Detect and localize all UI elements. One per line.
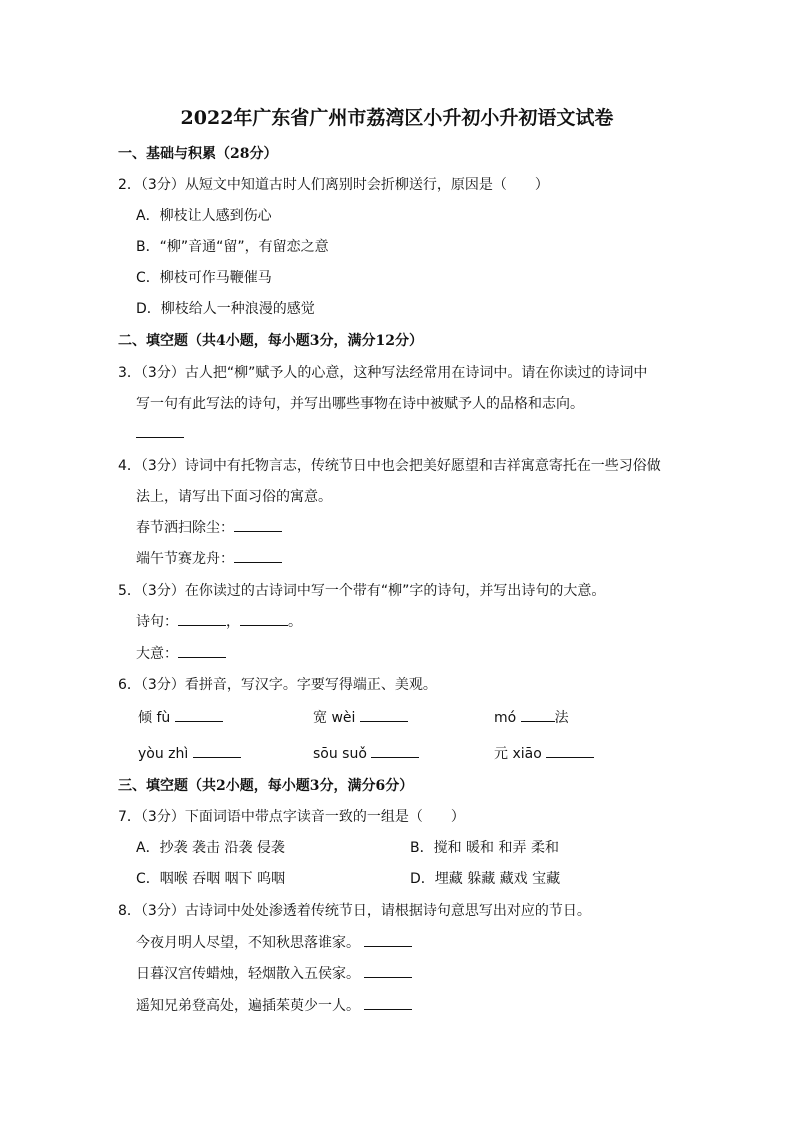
- pinyin-item-4: yòu zhì: [138, 745, 241, 763]
- question-8-line-2: 日暮汉宫传蜡烛，轻烟散入五侯家。: [136, 965, 412, 983]
- question-7-option-b: B．搅和 暖和 和弄 柔和: [410, 840, 559, 856]
- question-7-option-a: A．抄袭 袭击 沿袭 侵袭: [136, 840, 285, 856]
- question-4-line-1: 4．（3分）诗词中有托物言志，传统节日中也会把美好愿望和吉祥寓意寄托在一些习俗做: [118, 458, 661, 474]
- question-5-meaning-line: 大意：: [136, 645, 226, 663]
- question-4-item-b: 端午节赛龙舟：: [136, 550, 282, 568]
- question-4-line-2: 法上，请写出下面习俗的寓意。: [136, 489, 332, 505]
- question-4-item-a: 春节洒扫除尘：: [136, 519, 282, 537]
- question-2-option-a: A．柳枝让人感到伤心: [136, 208, 272, 224]
- question-2-option-b: B．“柳”音通“留”，有留恋之意: [136, 239, 329, 255]
- pinyin-item-2: 宽 wèi: [313, 709, 408, 727]
- section-heading-2: 二、填空题（共4小题，每小题3分，满分12分）: [118, 333, 423, 349]
- question-2-option-c: C．柳枝可作马鞭催马: [136, 270, 272, 286]
- question-5-stem: 5．（3分）在你读过的古诗词中写一个带有“柳”字的诗句，并写出诗句的大意。: [118, 583, 606, 599]
- question-6-stem: 6．（3分）看拼音，写汉字。字要写得端正、美观。: [118, 677, 437, 693]
- question-3-line-2: 写一句有此写法的诗句，并写出哪些事物在诗中被赋予人的品格和志向。: [136, 396, 584, 412]
- section-heading-3: 三、填空题（共2小题，每小题3分，满分6分）: [118, 778, 414, 794]
- question-3-answer-blank: [136, 425, 184, 443]
- question-7-option-c: C．咽喉 吞咽 咽下 呜咽: [136, 871, 286, 887]
- pinyin-item-5: sōu suǒ: [313, 745, 419, 763]
- question-8-stem: 8．（3分）古诗词中处处渗透着传统节日，请根据诗句意思写出对应的节日。: [118, 903, 591, 919]
- question-7-option-d: D．埋藏 躲藏 藏戏 宝藏: [410, 871, 561, 887]
- pinyin-item-3: mó 法: [494, 710, 569, 726]
- question-8-line-3: 遥知兄弟登高处，遍插茱萸少一人。: [136, 997, 412, 1015]
- question-3-line-1: 3．（3分）古人把“柳”赋予人的心意，这种写法经常用在诗词中。请在你读过的诗词中: [118, 365, 648, 381]
- section-heading-1: 一、基础与积累（28分）: [118, 146, 278, 162]
- question-7-stem: 7．（3分）下面词语中带点字读音一致的一组是（ ）: [118, 809, 465, 825]
- pinyin-item-6: 元 xiāo: [494, 745, 594, 763]
- pinyin-item-1: 倾 fù: [138, 709, 223, 727]
- question-2-stem: 2．（3分）从短文中知道古时人们离别时会折柳送行，原因是（ ）: [118, 177, 549, 193]
- question-2-option-d: D．柳枝给人一种浪漫的感觉: [136, 301, 315, 317]
- question-5-poem-line: 诗句： ， 。: [136, 614, 302, 630]
- question-8-line-1: 今夜月明人尽望，不知秋思落谁家。: [136, 934, 412, 952]
- page-title: 2022年广东省广州市荔湾区小升初小升初语文试卷: [180, 107, 614, 129]
